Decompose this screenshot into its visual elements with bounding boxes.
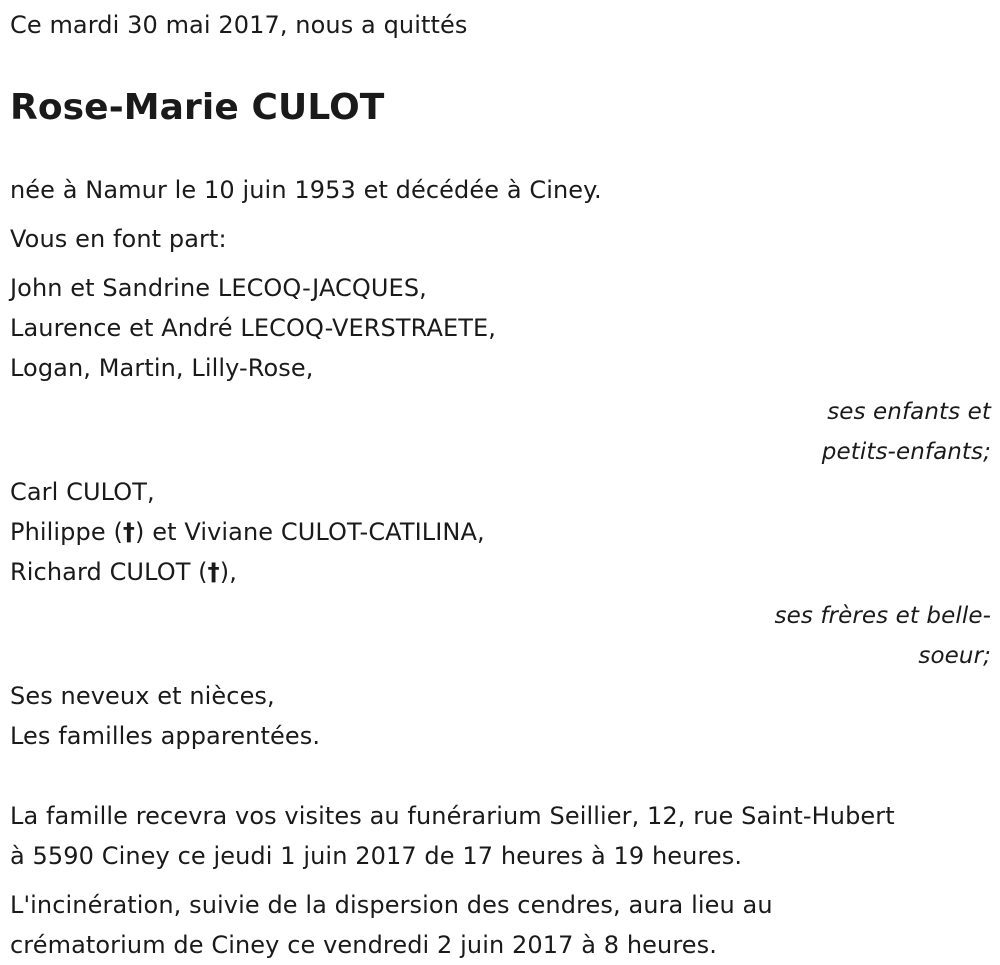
family-member-text: Philippe ( — [10, 518, 123, 546]
birth-death-statement: née à Namur le 10 juin 1953 et décédée à Ciney. — [10, 176, 602, 204]
children-group — [10, 268, 991, 472]
family-member-line — [10, 512, 991, 552]
family-member-line: Logan, Martin, Lilly-Rose, — [10, 354, 314, 382]
other-relatives-group — [10, 676, 991, 756]
notice-lead: Vous en font part: — [10, 225, 227, 253]
family-member-line — [10, 552, 991, 592]
deceased-cross-icon: † — [122, 518, 136, 546]
family-member-line: John et Sandrine LECOQ-JACQUES, — [10, 274, 427, 302]
family-member-text: ) et Viviane CULOT-CATILINA, — [135, 518, 485, 546]
family-member-text: ), — [219, 558, 237, 586]
deceased-name: Rose-Marie CULOT — [10, 87, 385, 128]
relationship-label: ses frères et belle- — [774, 603, 991, 629]
relationship-label: soeur; — [918, 643, 991, 669]
visitation-paragraph — [10, 796, 991, 876]
family-member-line: Carl CULOT, — [10, 478, 155, 506]
death-announcement-intro: Ce mardi 30 mai 2017, nous a quittés — [10, 11, 468, 39]
relationship-label: petits-enfants; — [821, 439, 991, 465]
deceased-cross-icon: † — [207, 558, 220, 586]
obituary-notice — [10, 0, 991, 965]
siblings-group — [10, 472, 991, 676]
cremation-line: L'incinération, suivie de la dispersion des cendres, aura lieu au — [10, 891, 773, 919]
family-member-text: Richard CULOT ( — [10, 558, 208, 586]
cremation-paragraph — [10, 885, 991, 965]
visitation-line: à 5590 Ciney ce jeudi 1 juin 2017 de 17 heures à 19 heures. — [10, 842, 743, 870]
family-member-line: Les familles apparentées. — [10, 722, 321, 750]
relationship-label: ses enfants et — [827, 399, 991, 425]
visitation-line: La famille recevra vos visites au funérarium Seillier, 12, rue Saint-Hubert — [10, 802, 895, 830]
family-member-line: Ses neveux et nièces, — [10, 682, 275, 710]
family-member-line: Laurence et André LECOQ-VERSTRAETE, — [10, 314, 496, 342]
cremation-line: crématorium de Ciney ce vendredi 2 juin 2017 à 8 heures. — [10, 931, 717, 959]
